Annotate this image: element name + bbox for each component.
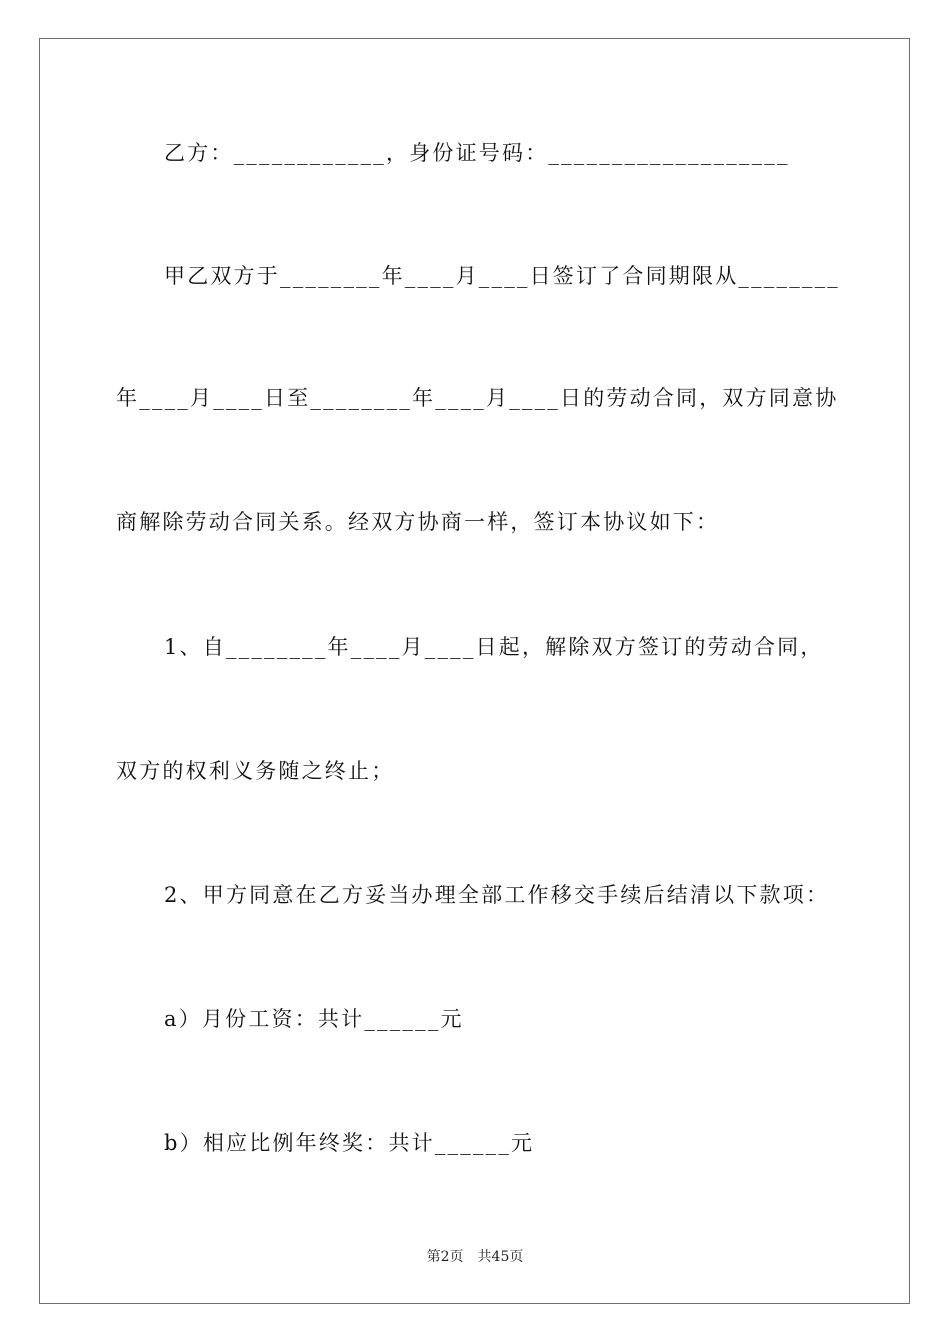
contract-period-line: 年____月____日至________年____月____日的劳动合同，双方同意协 <box>116 386 839 410</box>
contract-date-line: 甲乙双方于________年____月____日签订了合同期限从________ <box>164 264 840 288</box>
clause-1-continuation: 双方的权利义务随之终止； <box>116 759 395 783</box>
party-b-line: 乙方：____________，身份证号码：___________________ <box>164 141 790 165</box>
clause-2-line: 2、甲方同意在乙方妥当办理全部工作移交手续后结清以下款项： <box>164 883 830 907</box>
clause-1-line: 1、自________年____月____日起，解除双方签订的劳动合同， <box>164 635 824 659</box>
page-footer: 第2页 共45页 <box>426 1249 524 1265</box>
page-border <box>39 38 910 1304</box>
clause-2b-line: b）相应比例年终奖：共计______元 <box>164 1131 535 1155</box>
clause-2a-line: a）月份工资：共计______元 <box>164 1007 464 1031</box>
agreement-intro-line: 商解除劳动合同关系。经双方协商一样，签订本协议如下： <box>116 510 720 534</box>
